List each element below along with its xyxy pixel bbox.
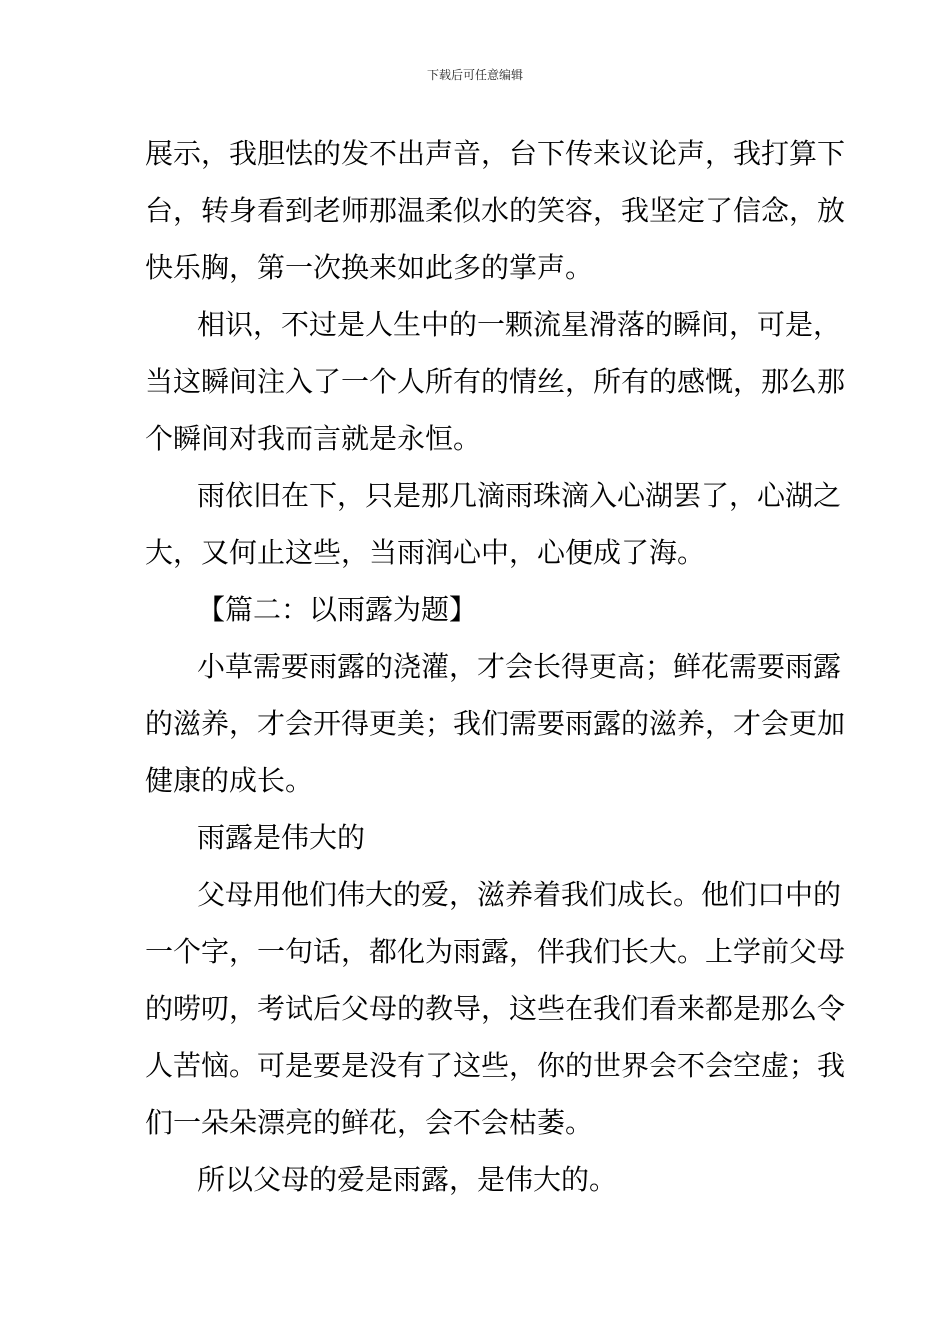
text-line: 的唠叨，考试后父母的教导，这些在我们看来都是那么令 — [145, 992, 846, 1025]
paragraph-start: 相识，不过是人生中的一颗流星滑落的瞬间，可是， — [197, 308, 842, 341]
text-line: 的滋养，才会开得更美；我们需要雨露的滋养，才会更加 — [145, 707, 846, 740]
text-line: 大，又何止这些，当雨润心中，心便成了海。 — [145, 536, 706, 569]
text-line: 健康的成长。 — [145, 764, 314, 797]
paragraph-start: 父母用他们伟大的爱，滋养着我们成长。他们口中的 — [197, 878, 842, 911]
paragraph-start: 雨露是伟大的 — [197, 821, 366, 854]
page-header: 下载后可任意编辑 — [426, 68, 523, 82]
text-line: 一个字，一句话，都化为雨露，伴我们长大。上学前父母 — [145, 935, 846, 968]
text-line: 们一朵朵漂亮的鲜花，会不会枯萎。 — [145, 1106, 594, 1139]
text-line: 快乐胸，第一次换来如此多的掌声。 — [145, 251, 594, 284]
paragraph-start: 小草需要雨露的浇灌，才会长得更高；鲜花需要雨露 — [197, 650, 842, 683]
paragraph-start: 所以父母的爱是雨露，是伟大的。 — [197, 1163, 618, 1196]
paragraph-start: 雨依旧在下，只是那几滴雨珠滴入心湖罢了，心湖之 — [197, 479, 842, 512]
text-line: 当这瞬间注入了一个人所有的情丝，所有的感慨，那么那 — [145, 365, 846, 398]
text-line: 台，转身看到老师那温柔似水的笑容，我坚定了信念，放 — [145, 194, 846, 227]
text-line: 人苦恼。可是要是没有了这些，你的世界会不会空虚；我 — [145, 1049, 846, 1082]
section-heading: 【篇二：以雨露为题】 — [197, 593, 478, 626]
text-line: 个瞬间对我而言就是永恒。 — [145, 422, 482, 455]
text-line: 展示，我胆怯的发不出声音，台下传来议论声，我打算下 — [145, 137, 846, 170]
